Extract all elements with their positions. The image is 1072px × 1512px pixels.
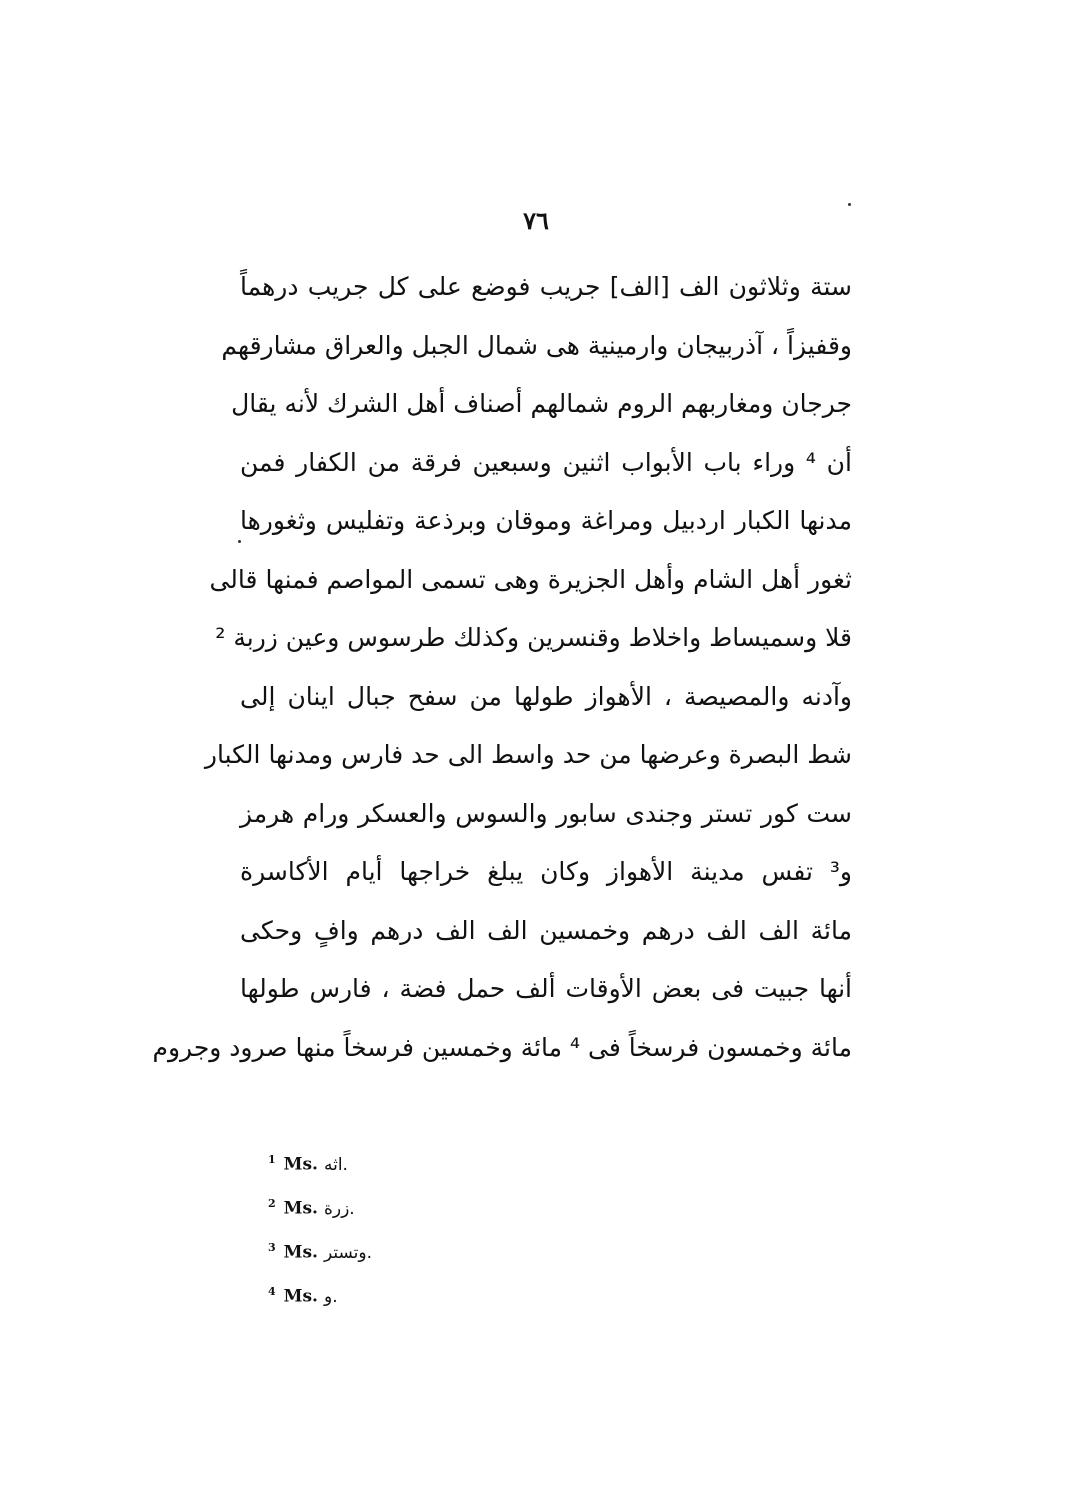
scan-speck — [848, 203, 851, 206]
text-line: شط البصرة وعرضها من حد واسط الى حد فارس ومدنها الكبار — [204, 740, 852, 769]
text-line: ستة وثلاثون الف [الف] جريب فوضع على كل جريب درهماً — [240, 272, 852, 301]
text-line: و³ تفس مدينة الأهواز وكان يبلغ خراجها أيام الأكاسرة — [240, 857, 852, 886]
footnote-mark: 2 — [268, 1197, 276, 1210]
footnote-mark: 3 — [268, 1241, 276, 1254]
footnote-mark: 4 — [268, 1285, 276, 1298]
text-line: وقفيزاً ، آذربيجان وارمينية هى شمال الجبل والعراق مشارقهم — [221, 330, 852, 360]
page-number: ٧٦ — [523, 206, 549, 235]
footnote-label: Ms. — [283, 1198, 318, 1219]
footnote-text: زرة. — [323, 1198, 355, 1219]
text-line: ثغور أهل الشام وأهل الجزيرة وهى تسمى المواصم فمنها قالى — [209, 564, 852, 594]
text-line: أن ⁴ وراء باب الأبواب اثنين وسبعين فرقة من الكفار فمن — [240, 447, 852, 477]
text-line: مائة وخمسون فرسخاً فى ⁴ مائة وخمسين فرسخاً منها صرود وجروم — [152, 1032, 852, 1062]
footnotes — [268, 1138, 568, 1314]
footnote-text: اثه. — [323, 1154, 348, 1175]
footnote-mark: 1 — [268, 1153, 276, 1166]
text-line: جرجان ومغاربهم الروم شمالهم أصناف أهل الشرك لأنه يقال — [231, 389, 852, 418]
main-text — [152, 258, 852, 1077]
footnote — [268, 1138, 568, 1182]
footnote — [268, 1182, 568, 1226]
footnote-label: Ms. — [283, 1286, 318, 1307]
footnote-label: Ms. — [283, 1154, 318, 1175]
text-line: مدنها الكبار اردبيل ومراغة وموقان وبرذعة وتفليس وثغورها — [240, 506, 852, 535]
text-line: وآدنه والمصيصة ، الأهواز طولها من سفح جبال اينان إلى — [240, 681, 852, 711]
footnote — [268, 1270, 568, 1314]
footnote-label: Ms. — [283, 1242, 318, 1263]
text-line: قلا وسميساط واخلاط وقنسرين وكذلك طرسوس وعين زربة ² — [215, 623, 852, 652]
text-line: أنها جبيت فى بعض الأوقات ألف حمل فضة ، فارس طولها — [240, 974, 852, 1003]
scan-speck — [238, 540, 241, 543]
footnote-text: وتستر. — [323, 1242, 372, 1263]
text-line: ست كور تستر وجندى سابور والسوس والعسكر ورام هرمز — [240, 798, 852, 828]
text-line: مائة الف الف درهم وخمسين الف الف درهم وافٍ وحكى — [240, 915, 852, 945]
footnote — [268, 1226, 568, 1270]
footnote-text: و. — [323, 1286, 338, 1307]
